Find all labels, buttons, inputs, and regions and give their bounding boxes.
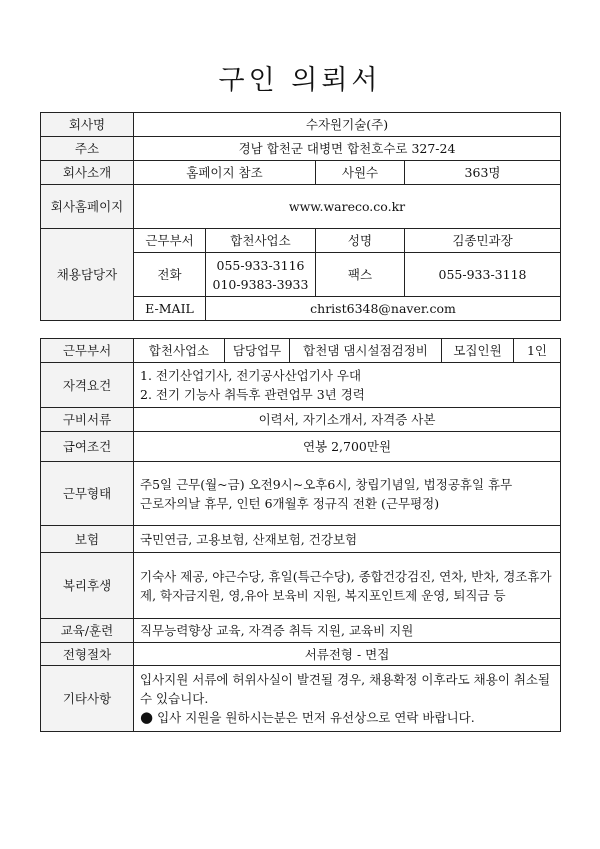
etc-label: 기타사항 [41, 666, 134, 732]
intro: 홈페이지 참조 [134, 161, 316, 185]
fax: 055-933-3118 [405, 253, 561, 297]
address: 경남 합천군 대병면 합천호수로 327-24 [134, 137, 561, 161]
welfare-label: 복리후생 [41, 553, 134, 619]
recruit: 1인 [514, 339, 561, 363]
etc-2-line [140, 708, 556, 727]
contact-label: 채용담당자 [41, 229, 134, 321]
homepage: www.wareco.co.kr [134, 185, 561, 229]
phone-1: 055-933-3116 [216, 257, 305, 273]
qualification-2: 2. 전기 기능사 취득후 관련업무 3년 경력 [140, 387, 365, 402]
qualification-label: 자격요건 [41, 363, 134, 408]
address-label: 주소 [41, 137, 134, 161]
homepage-label: 회사홈페이지 [41, 185, 134, 229]
qualification-1: 1. 전기산업기사, 전기공사산업기사 우대 [140, 368, 362, 383]
duty-label: 담당업무 [225, 339, 290, 363]
phone-label: 전화 [134, 253, 206, 297]
fax-label: 팩스 [316, 253, 405, 297]
education-label: 교육/훈련 [41, 619, 134, 643]
contact-name: 김종민과장 [405, 229, 561, 253]
page-title: 구인 의뢰서 [218, 65, 382, 96]
employees: 363명 [405, 161, 561, 185]
work-type-1: 주5일 근무(월~금) 오전9시~오후6시, 창립기념일, 법정공휴일 휴무 [140, 476, 513, 492]
contact-dept: 합천사업소 [206, 229, 316, 253]
bullet-icon: ● [140, 708, 154, 726]
insurance: 국민연금, 고용보험, 산재보험, 건강보험 [134, 526, 561, 553]
email-label: E-MAIL [134, 297, 206, 321]
work-type-2: 근로자의날 휴무, 인턴 6개월후 정규직 전환 (근무평정) [140, 495, 440, 511]
education: 직무능력향상 교육, 자격증 취득 지원, 교육비 지원 [134, 619, 561, 643]
salary-label: 급여조건 [41, 432, 134, 462]
employees-label: 사원수 [316, 161, 405, 185]
contact-name-label: 성명 [316, 229, 405, 253]
recruit-label: 모집인원 [442, 339, 514, 363]
etc [134, 666, 561, 732]
salary: 연봉 2,700만원 [134, 432, 561, 462]
welfare: 기숙사 제공, 야근수당, 휴일(특근수당), 종합건강검진, 연차, 반차, 경조휴가제, 학자금지원, 영,유아 보육비 지원, 복지포인트제 운영, 퇴직금 등 [134, 553, 561, 619]
etc-2: 입사 지원을 원하시는분은 먼저 유선상으로 연락 바랍니다. [157, 710, 475, 725]
job-info-table [40, 338, 561, 732]
phone-cell [206, 253, 316, 297]
duty: 합천댐 댐시설점검정비 [290, 339, 442, 363]
qualification [134, 363, 561, 408]
process: 서류전형 - 면접 [134, 643, 561, 666]
job-dept: 합천사업소 [134, 339, 225, 363]
company-name-label: 회사명 [41, 113, 134, 137]
documents: 이력서, 자기소개서, 자격증 사본 [134, 408, 561, 432]
process-label: 전형절차 [41, 643, 134, 666]
etc-1: 입사지원 서류에 허위사실이 발견될 경우, 채용확정 이후라도 채용이 취소될수 있습니다. [140, 672, 551, 706]
company-name: 수자원기술(주) [134, 113, 561, 137]
documents-label: 구비서류 [41, 408, 134, 432]
work-type [134, 462, 561, 526]
intro-label: 회사소개 [41, 161, 134, 185]
email: christ6348@naver.com [206, 297, 561, 321]
phone-2: 010-9383-3933 [212, 276, 309, 292]
job-dept-label: 근무부서 [41, 339, 134, 363]
company-info-table [40, 112, 561, 321]
contact-dept-label: 근무부서 [134, 229, 206, 253]
work-type-label: 근무형태 [41, 462, 134, 526]
insurance-label: 보험 [41, 526, 134, 553]
